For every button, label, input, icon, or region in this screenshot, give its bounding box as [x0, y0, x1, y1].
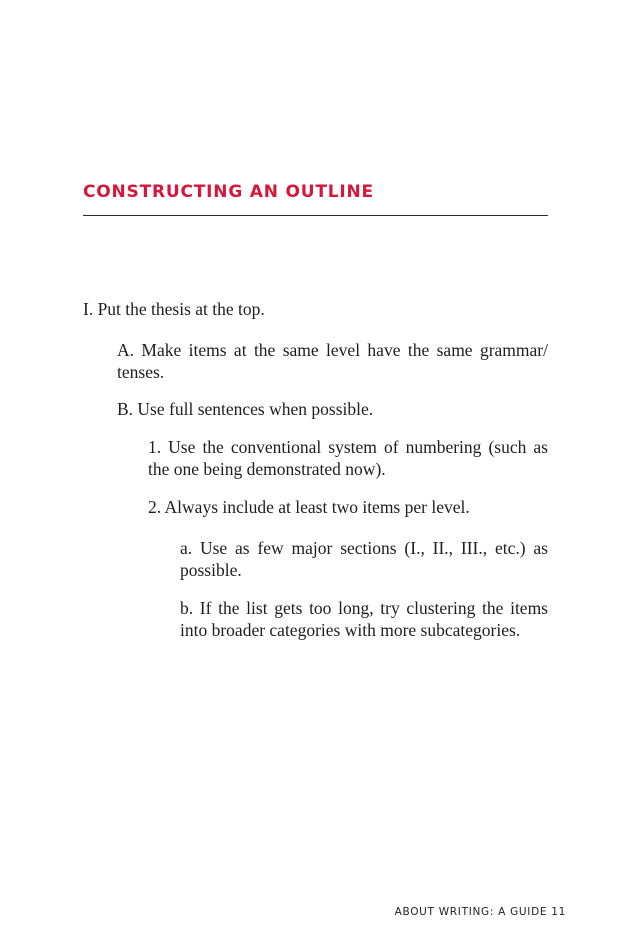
outline-item-b-sub: b. If the list gets too long, try clustering the items into broader categories with more subcategories. — [180, 598, 548, 640]
outline-item-a-sub: a. Use as few major sections (I., II., III., etc.) as possible. — [180, 538, 548, 580]
outline-item-b: B. Use full sentences when possible. — [117, 399, 374, 419]
page-title: CONSTRUCTING AN OUTLINE — [83, 182, 374, 203]
title-divider — [83, 215, 548, 216]
running-head: ABOUT WRITING: A GUIDE — [394, 906, 548, 918]
outline-item-i: I. Put the thesis at the top. — [83, 299, 265, 319]
page-footer — [395, 906, 566, 918]
page-number: 11 — [551, 906, 566, 918]
outline-item-1: 1. Use the conventional system of numbering (such as the one being demonstrated now). — [148, 437, 548, 479]
outline-item-2: 2. Always include at least two items per level. — [148, 497, 470, 517]
outline-item-a: A. Make items at the same level have the same grammar/ tenses. — [117, 340, 548, 382]
